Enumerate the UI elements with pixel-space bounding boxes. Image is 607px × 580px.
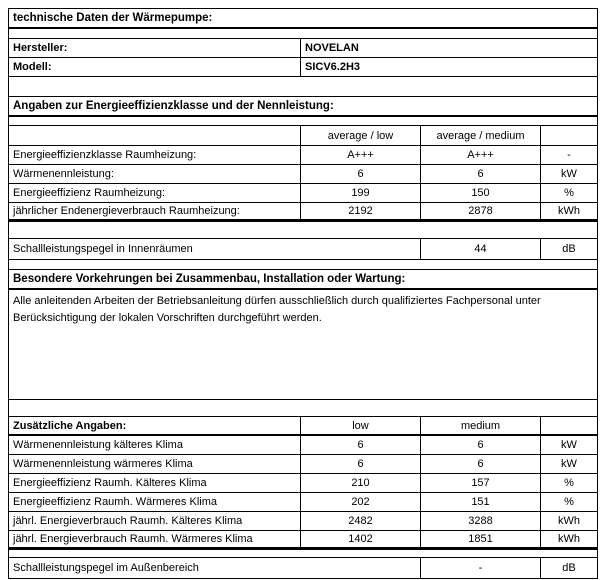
table-row (9, 531, 598, 550)
table-row (9, 184, 598, 203)
unit-column-header (541, 417, 598, 434)
field-value: SICV6.2H3 (301, 58, 598, 76)
cell-value: 6 (421, 455, 541, 473)
section-row (9, 97, 598, 117)
cell-value: 199 (301, 184, 421, 202)
empty-cell (9, 400, 598, 416)
spacer-row (9, 550, 598, 558)
row-label: Energieeffizienzklasse Raumheizung: (9, 146, 301, 164)
column-header: average / medium (421, 126, 541, 145)
spacer-row (9, 117, 598, 126)
column-header-row (9, 417, 598, 436)
paragraph-row (9, 290, 598, 400)
cell-value: 6 (301, 455, 421, 473)
cell-value: 150 (421, 184, 541, 202)
table-row (9, 512, 598, 531)
table-row (9, 203, 598, 222)
unit-cell: % (541, 474, 598, 492)
cell-value: 2192 (301, 203, 421, 219)
spacer-row (9, 222, 598, 239)
unit-cell: kW (541, 436, 598, 454)
field-label: Modell: (9, 58, 301, 76)
cell-value: 3288 (421, 512, 541, 530)
unit-cell: kWh (541, 203, 598, 219)
row-label: Schallleistungspegel in Innenräumen (9, 239, 421, 259)
unit-cell: - (541, 146, 598, 164)
column-header: average / low (301, 126, 421, 145)
unit-cell: kW (541, 455, 598, 473)
unit-cell: kW (541, 165, 598, 183)
table-row (9, 455, 598, 474)
table-row (9, 146, 598, 165)
empty-cell (9, 222, 598, 238)
table-row (9, 474, 598, 493)
cell-value: 6 (421, 436, 541, 454)
column-header: medium (421, 417, 541, 434)
table-title: Zusätzliche Angaben: (9, 417, 301, 434)
cell-value: A+++ (301, 146, 421, 164)
field-row (9, 58, 598, 77)
cell-value: 157 (421, 474, 541, 492)
row-label: Energieeffizienz Raumh. Wärmeres Klima (9, 493, 301, 511)
cell-value: 202 (301, 493, 421, 511)
row-label: Wärmenennleistung kälteres Klima (9, 436, 301, 454)
cell-value: 1402 (301, 531, 421, 547)
cell-value: 2482 (301, 512, 421, 530)
table-row (9, 436, 598, 455)
section-header: Besondere Vorkehrungen bei Zusammenbau, Installation oder Wartung: (9, 270, 598, 288)
unit-cell: % (541, 493, 598, 511)
cell-value: 210 (301, 474, 421, 492)
section-header: technische Daten der Wärmepumpe: (9, 9, 598, 27)
cell-value: 44 (421, 239, 541, 259)
cell-value: 2878 (421, 203, 541, 219)
row-label: Wärmenennleistung wärmeres Klima (9, 455, 301, 473)
spacer-row (9, 29, 598, 39)
table-row (9, 558, 598, 579)
section-header: Angaben zur Energieeffizienzklasse und der Nennleistung: (9, 97, 598, 115)
row-label: Energieeffizienz Raumh. Kälteres Klima (9, 474, 301, 492)
section-row (9, 270, 598, 290)
cell-value: 6 (301, 436, 421, 454)
cell-value: 6 (301, 165, 421, 183)
column-header: low (301, 417, 421, 434)
section-row (9, 9, 598, 29)
data-table (8, 8, 598, 579)
empty-cell (9, 550, 598, 557)
cell-value: - (421, 558, 541, 578)
row-label: Wärmenennleistung: (9, 165, 301, 183)
cell-value: 6 (421, 165, 541, 183)
unit-cell: dB (541, 239, 598, 259)
spacer-row (9, 77, 598, 97)
field-label: Hersteller: (9, 39, 301, 57)
cell-value: 151 (421, 493, 541, 511)
table-row (9, 165, 598, 184)
empty-cell (9, 77, 598, 96)
table-row (9, 493, 598, 512)
table-row (9, 239, 598, 260)
unit-cell: dB (541, 558, 598, 578)
row-label: Schallleistungspegel im Außenbereich (9, 558, 421, 578)
field-value: NOVELAN (301, 39, 598, 57)
unit-cell: % (541, 184, 598, 202)
row-label: jährlicher Endenergieverbrauch Raumheizung: (9, 203, 301, 219)
spacer-row (9, 400, 598, 417)
unit-cell: kWh (541, 531, 598, 547)
row-label: Energieeffizienz Raumheizung: (9, 184, 301, 202)
empty-cell (9, 29, 598, 38)
spacer-row (9, 260, 598, 270)
row-label: jährl. Energieverbrauch Raumh. Wärmeres Klima (9, 531, 301, 547)
unit-cell: kWh (541, 512, 598, 530)
table-title (9, 126, 301, 145)
row-label: jährl. Energieverbrauch Raumh. Kälteres Klima (9, 512, 301, 530)
cell-value: 1851 (421, 531, 541, 547)
column-header-row (9, 126, 598, 146)
unit-column-header (541, 126, 598, 145)
empty-cell (9, 260, 598, 269)
paragraph-text: Alle anleitenden Arbeiten der Betriebsanleitung dürfen ausschließlich durch qualifiziertes Fachpersonal unter Berücksichtigung der lokalen Vorschriften durchgeführt werden. (9, 290, 598, 399)
empty-cell (9, 117, 598, 125)
field-row (9, 39, 598, 58)
cell-value: A+++ (421, 146, 541, 164)
